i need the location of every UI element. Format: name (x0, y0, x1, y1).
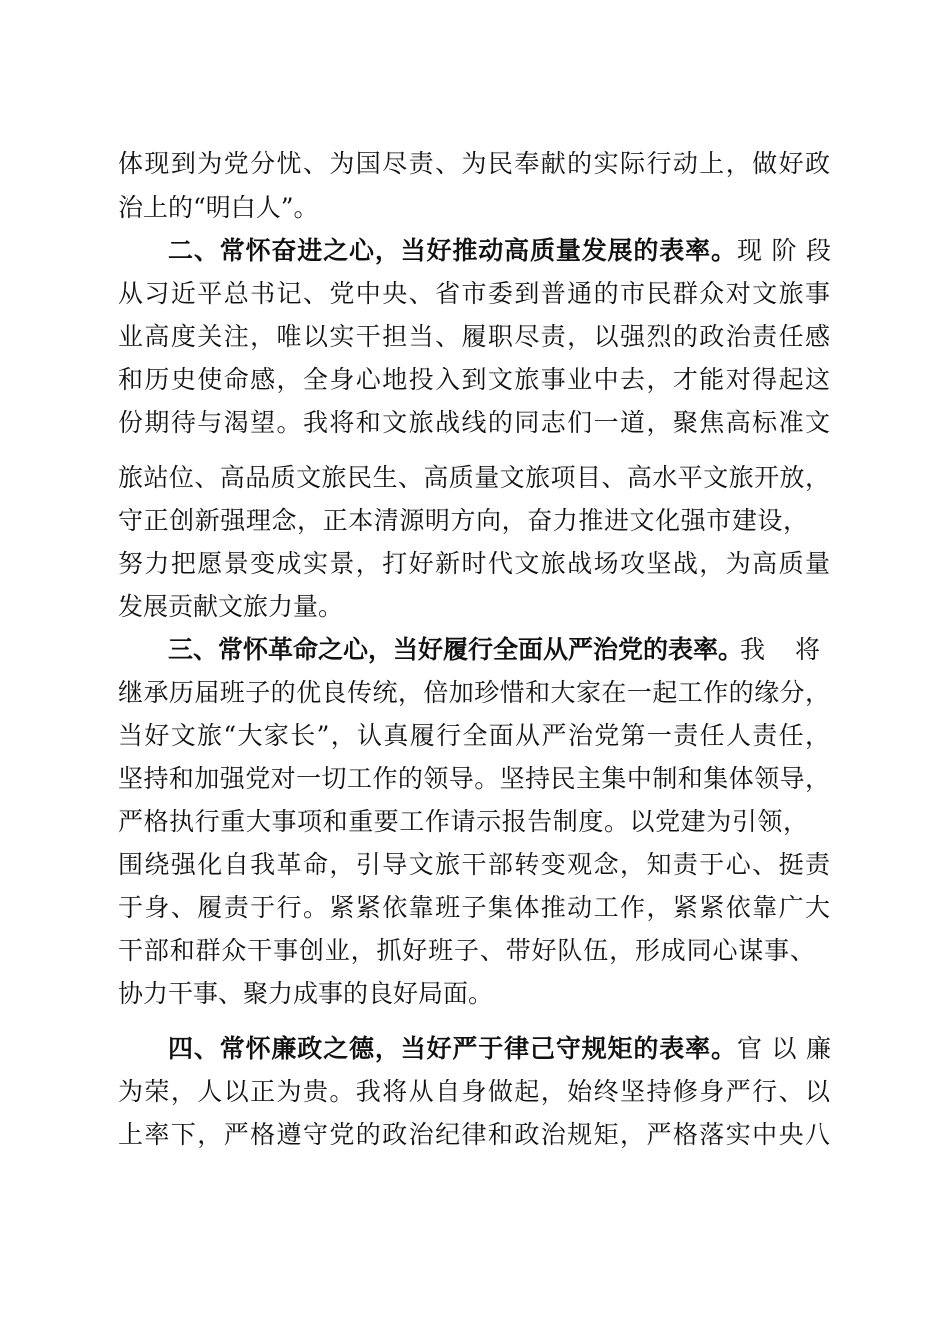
paragraph-line (0, 542, 950, 585)
line-text: 努力把愿景变成实景，打好新时代文旅战场攻坚战，为高质量 (118, 549, 830, 578)
paragraph-line (0, 714, 950, 757)
line-text: 份期待与渴望。我将和文旅战线的同志们一道，聚焦高标准文 (118, 408, 830, 437)
line-text: 为荣，人以正为贵。我将从自身做起，始终坚持修身严行、以 (118, 1077, 830, 1106)
paragraph-line (0, 272, 950, 315)
paragraph-line (0, 757, 950, 800)
line-text: 发展贡献文旅力量。 (118, 592, 344, 621)
line-text: 旅站位、高品质文旅民生、高质量文旅项目、高水平文旅开放， (118, 463, 830, 492)
paragraph-line (0, 401, 950, 444)
line-text: 干部和群众干事创业，抓好班子、带好队伍，形成同心谋事、 (118, 936, 815, 965)
paragraph-line (0, 886, 950, 929)
section-heading: 三、常怀革命之心，当好履行全面从严治党的表率。 (168, 635, 744, 664)
paragraph-line (0, 800, 950, 843)
section-heading-line (0, 628, 950, 671)
paragraph-line (0, 972, 950, 1015)
line-text: 围绕强化自我革命，引导文旅干部转变观念，知责于心、挺责 (118, 850, 830, 879)
paragraph-line (0, 186, 950, 229)
line-text: 从习近平总书记、党中央、省市委到普通的市民群众对文旅事 (118, 279, 830, 308)
line-text: 严格执行重大事项和重要工作请示报告制度。以党建为引领， (118, 807, 808, 836)
heading-continuation-text: 我将 (740, 635, 820, 664)
paragraph-line (0, 142, 950, 185)
paragraph-line (0, 929, 950, 972)
section-heading-line (0, 229, 950, 272)
line-text: 治上的“明白人”。 (118, 193, 319, 222)
heading-continuation-text: 官以廉 (737, 1034, 831, 1063)
line-text: 坚持和加强党对一切工作的领导。坚持民主集中制和集体领导， (118, 764, 830, 793)
paragraph-line (0, 843, 950, 886)
section-heading: 二、常怀奋进之心，当好推动高质量发展的表率。 (168, 236, 736, 265)
line-text: 继承历届班子的优良传统，倍加珍惜和大家在一起工作的缘分， (118, 678, 830, 707)
paragraph-line (0, 585, 950, 628)
line-text: 于身、履责于行。紧紧依靠班子集体推动工作，紧紧依靠广大 (118, 893, 830, 922)
paragraph-line (0, 358, 950, 401)
paragraph-line (0, 1113, 950, 1156)
line-text: 守正创新强理念，正本清源明方向，奋力推进文化强市建设， (118, 506, 808, 535)
section-heading: 四、常怀廉政之德，当好严于律己守规矩的表率。 (168, 1034, 736, 1063)
paragraph-line (0, 499, 950, 542)
paragraph-line (0, 456, 950, 499)
line-text: 当好文旅“大家长”，认真履行全面从严治党第一责任人责任， (118, 721, 830, 750)
heading-continuation-text: 现阶段 (737, 236, 831, 265)
line-text: 和历史使命感，全身心地投入到文旅事业中去，才能对得起这 (118, 365, 830, 394)
line-text: 业高度关注，唯以实干担当、履职尽责，以强烈的政治责任感 (118, 322, 830, 351)
paragraph-line (0, 671, 950, 714)
section-heading-line (0, 1027, 950, 1070)
paragraph-line (0, 315, 950, 358)
paragraph-line (0, 1070, 950, 1113)
line-text: 协力干事、聚力成事的良好局面。 (118, 979, 494, 1008)
line-text: 体现到为党分忧、为国尽责、为民奉献的实际行动上，做好政 (118, 149, 830, 178)
line-text: 上率下，严格遵守党的政治纪律和政治规矩，严格落实中央八 (118, 1120, 830, 1149)
